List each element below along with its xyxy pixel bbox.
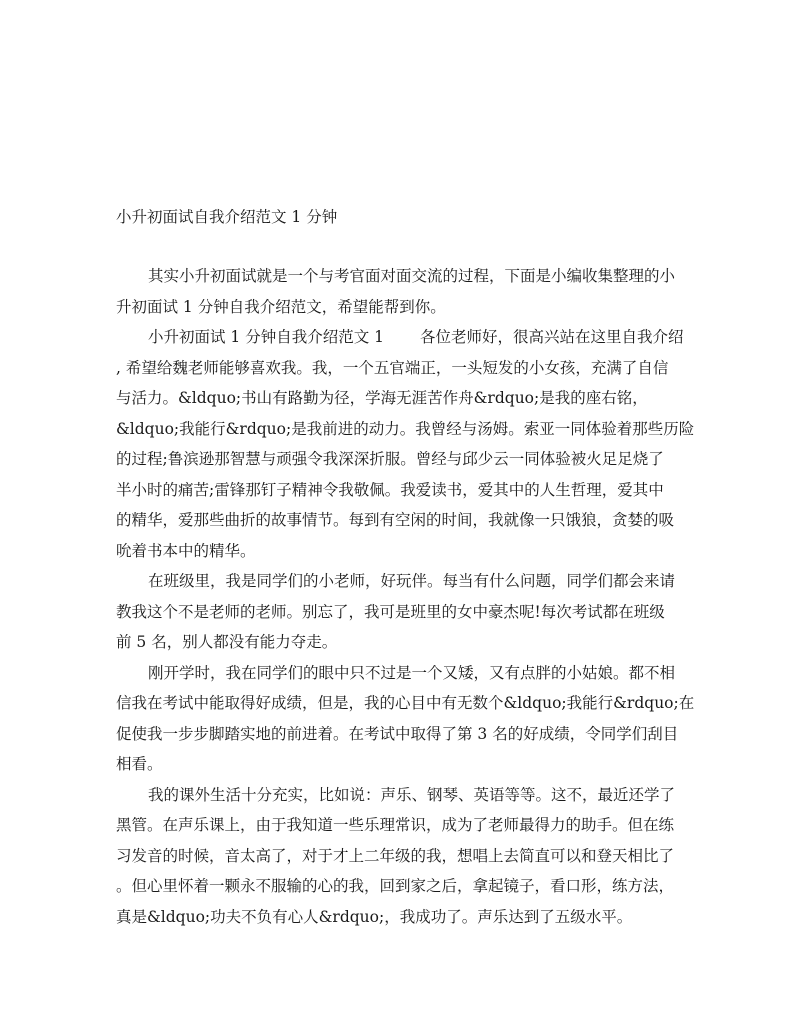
paragraph-4 [116, 658, 695, 780]
document-title: 小升初面试自我介绍范文 1 分钟 [116, 208, 338, 226]
paragraph-line: 黑管。在声乐课上，由于我知道一些乐理常识，成为了老师最得力的助手。但在练 [116, 816, 675, 834]
paragraph-line: 前 5 名，别人都没有能力夺走。 [116, 633, 338, 651]
paragraph-line: 信我在考试中能取得好成绩，但是，我的心目中有无数个&ldquo;我能行&rdquo;在 [116, 694, 695, 712]
paragraph-line: 与活力。&ldquo;书山有路勤为径，学海无涯苦作舟&rdquo;是我的座右铭， [116, 389, 648, 407]
paragraph-line: 真是&ldquo;功夫不负有心人&rdquo;，我成功了。声乐达到了五级水平。 [116, 907, 633, 926]
paragraph-line: 的过程;鲁滨逊那智慧与顽强令我深深折服。曾经与邱少云一同体验被火足足烧了 [116, 450, 664, 468]
paragraph-line: 习发音的时候，音太高了，对于才上二年级的我，想唱上去简直可以和登天相比了 [116, 846, 675, 865]
paragraph-2 [116, 322, 695, 566]
paragraph-line: 升初面试 1 分钟自我介绍范文，希望能帮到你。 [116, 297, 446, 316]
section-heading: 小升初面试 1 分钟自我介绍范文 1 [148, 328, 385, 346]
paragraph-line [116, 322, 686, 353]
paragraph-line: 刚开学时，我在同学们的眼中只不过是一个又矮，又有点胖的小姑娘。都不相 [148, 663, 676, 682]
paragraph-line: 促使我一步步脚踏实地的前进着。在考试中取得了第 3 名的好成绩，令同学们刮目 [116, 724, 679, 743]
paragraph-line: 我的课外生活十分充实，比如说：声乐、钢琴、英语等等。这不，最近还学了 [148, 785, 676, 804]
paragraph-1 [116, 261, 686, 322]
document-body [116, 261, 695, 932]
paragraph-5 [116, 780, 686, 933]
paragraph-line: 吮着书本中的精华。 [116, 541, 256, 560]
paragraph-line: , 希望给魏老师能够喜欢我。我，一个五官端正，一头短发的小女孩，充满了自信 [116, 358, 669, 377]
paragraph-line: 其实小升初面试就是一个与考官面对面交流的过程，下面是小编收集整理的小 [148, 267, 676, 285]
paragraph-line: 教我这个不是老师的老师。别忘了，我可是班里的女中豪杰呢!每次考试都在班级 [116, 602, 665, 621]
paragraph-line: &ldquo;我能行&rdquo;是我前进的动力。我曾经与汤姆。索亚一同体验着那些历险 [116, 419, 695, 438]
paragraph-line: 。但心里怀着一颗永不服输的心的我，回到家之后，拿起镜子，看口形，练方法， [116, 877, 675, 895]
paragraph-3 [116, 566, 686, 658]
paragraph-line: 相看。 [116, 755, 163, 773]
paragraph-line: 的精华，爱那些曲折的故事情节。每到有空闲的时间，我就像一只饿狼，贪婪的吸 [116, 511, 675, 529]
paragraph-line: 半小时的痛苦;雷锋那钉子精神令我敬佩。我爱读书，爱其中的人生哲理，爱其中 [116, 480, 664, 499]
paragraph-inline-text: 各位老师好，很高兴站在这里自我介绍 [420, 328, 684, 346]
paragraph-line: 在班级里，我是同学们的小老师，好玩伴。每当有什么问题，同学们都会来请 [148, 572, 676, 590]
